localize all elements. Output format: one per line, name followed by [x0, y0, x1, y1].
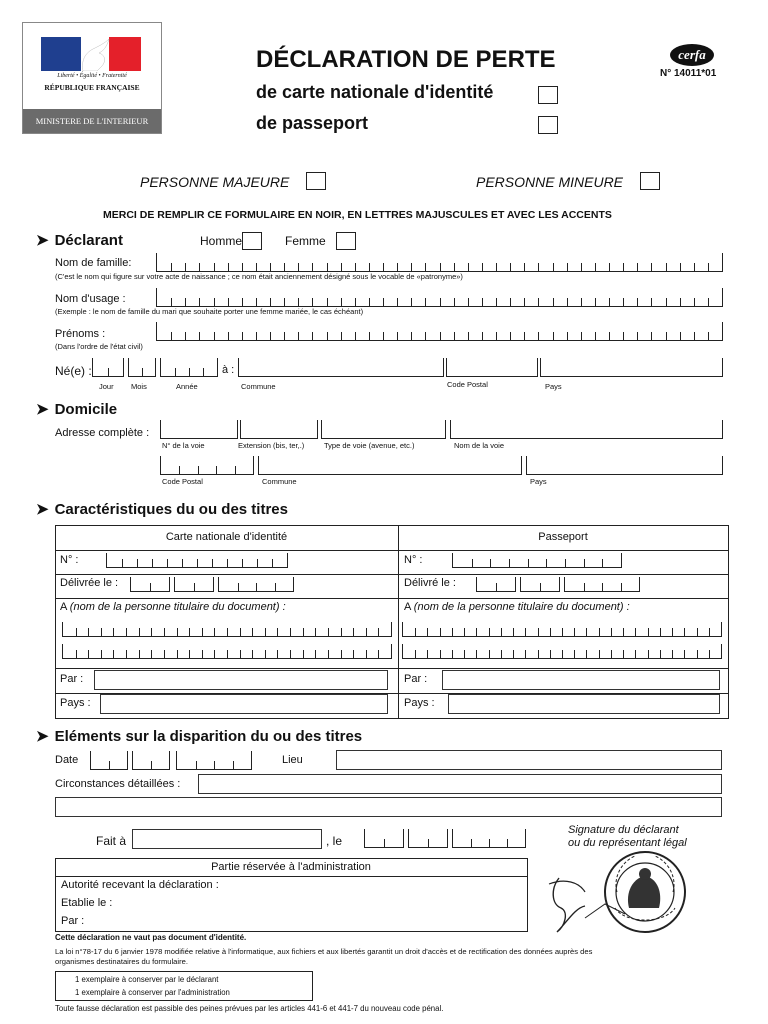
logo-republic: RÉPUBLIQUE FRANÇAISE	[44, 83, 140, 92]
footer-not-id: Cette déclaration ne vaut pas document d'identité.	[55, 933, 247, 942]
homme-label: Homme	[200, 234, 243, 248]
nom-famille-note: (C'est le nom qui figure sur votre acte de naissance ; ce nom était anciennement désigné sous le vocable de «patronyme»)	[55, 272, 463, 281]
cp-label: Code Postal	[447, 380, 488, 389]
lieu-input[interactable]	[336, 750, 722, 770]
cni-holder-line2[interactable]	[62, 644, 392, 659]
cni-par-label: Par :	[60, 673, 84, 685]
dom-commune-label: Commune	[262, 477, 297, 486]
femme-checkbox[interactable]	[336, 232, 356, 250]
pp-number-input[interactable]	[452, 553, 622, 568]
admin-autorite: Autorité recevant la déclaration :	[61, 879, 219, 891]
dom-country-input[interactable]	[526, 456, 723, 475]
cni-delivree-label: Délivrée le :	[60, 577, 119, 589]
col-cni-header: Carte nationale d'identité	[165, 531, 288, 543]
loss-month-input[interactable]	[132, 751, 170, 770]
adresse-label: Adresse complète :	[55, 427, 150, 439]
section-disparition: ➤ Eléments sur la disparition du ou des titres	[36, 728, 363, 745]
nom-famille-input[interactable]	[156, 253, 723, 272]
cerfa-number: N° 14011*01	[660, 68, 717, 79]
pp-par-input[interactable]	[442, 670, 720, 690]
section-domicile: ➤ Domicile	[36, 401, 118, 418]
fait-a-input[interactable]	[132, 829, 322, 849]
birth-year-input[interactable]	[160, 358, 218, 377]
prenoms-note: (Dans l'ordre de l'état civil)	[55, 342, 143, 351]
dom-cp-label: Code Postal	[162, 477, 203, 486]
arrow-icon: ➤	[36, 728, 49, 745]
fait-a-label: Fait à	[96, 834, 127, 848]
femme-label: Femme	[285, 234, 326, 248]
pays-label: Pays	[545, 382, 562, 391]
dom-pays-label: Pays	[530, 477, 547, 486]
section-titres: ➤ Caractéristiques du ou des titres	[36, 501, 288, 518]
sign-month-input[interactable]	[408, 829, 448, 848]
signature-label-2: ou du représentant légal	[568, 837, 687, 849]
cni-a-label: A (nom de la personne titulaire du document) :	[60, 601, 286, 613]
official-stamp-icon	[545, 848, 715, 938]
logo-motto: Liberté • Égalité • Fraternité	[57, 73, 127, 79]
sign-year-input[interactable]	[452, 829, 526, 848]
footer-copy-1: 1 exemplaire à conserver par le déclarant	[75, 975, 219, 984]
instruction: MERCI DE REMPLIR CE FORMULAIRE EN NOIR, EN LETTRES MAJUSCULES ET AVEC LES ACCENTS	[103, 209, 612, 221]
loss-day-input[interactable]	[90, 751, 128, 770]
arrow-icon: ➤	[36, 401, 49, 418]
marianne-flag-icon	[41, 37, 141, 71]
nom-usage-label: Nom d'usage :	[55, 293, 126, 305]
homme-checkbox[interactable]	[242, 232, 262, 250]
arrow-icon: ➤	[36, 501, 49, 518]
signature-label-1: Signature du déclarant	[568, 824, 679, 836]
cni-par-input[interactable]	[94, 670, 388, 690]
pp-day-input[interactable]	[476, 577, 516, 592]
arrow-icon: ➤	[36, 232, 49, 249]
pp-pays-input[interactable]	[448, 694, 720, 714]
footer-law-1: La loi n°78-17 du 6 janvier 1978 modifiée relative à l'informatique, aux fichiers et aux libertés garantit un droit d'accès et de rectification des données auprès des	[55, 947, 593, 956]
extension-input[interactable]	[240, 420, 318, 439]
cni-year-input[interactable]	[218, 577, 294, 592]
nom-famille-label: Nom de famille:	[55, 257, 132, 269]
title-line-id: de carte nationale d'identité	[256, 82, 494, 102]
admin-heading: Partie réservée à l'administration	[211, 861, 371, 873]
loss-year-input[interactable]	[176, 751, 252, 770]
extension-label: Extension (bis, ter,.)	[238, 441, 305, 450]
nom-usage-note: (Exemple : le nom de famille du mari que souhaite porter une femme mariée, le cas échéant)	[55, 307, 364, 316]
mois-label: Mois	[131, 382, 147, 391]
pp-holder-line2[interactable]	[402, 644, 722, 659]
cni-no-label: N° :	[60, 554, 79, 566]
person-minor-label: PERSONNE MINEURE	[476, 174, 624, 190]
pp-year-input[interactable]	[564, 577, 640, 592]
birth-month-input[interactable]	[128, 358, 156, 377]
person-minor-checkbox[interactable]	[640, 172, 660, 190]
a-label: à :	[222, 364, 235, 376]
person-major-label: PERSONNE MAJEURE	[140, 174, 290, 190]
page-title: DÉCLARATION DE PERTE	[256, 46, 556, 73]
prenoms-label: Prénoms :	[55, 328, 106, 340]
dom-commune-input[interactable]	[258, 456, 522, 475]
date-label: Date	[55, 754, 79, 766]
footer-law-2: organismes destinataires du formulaire.	[55, 957, 188, 966]
cni-holder-line1[interactable]	[62, 622, 392, 637]
birth-day-input[interactable]	[92, 358, 124, 377]
nom-voie-label: Nom de la voie	[454, 441, 505, 450]
footer-copy-2: 1 exemplaire à conserver par l'administration	[75, 988, 230, 997]
title-line-passport: de passeport	[256, 113, 369, 133]
pp-par-label: Par :	[404, 673, 428, 685]
cni-pays-label: Pays :	[60, 697, 91, 709]
passport-checkbox[interactable]	[538, 116, 558, 134]
nom-voie-input[interactable]	[450, 420, 723, 439]
circonstances-label: Circonstances détaillées :	[55, 778, 181, 790]
type-voie-input[interactable]	[321, 420, 446, 439]
cni-day-input[interactable]	[130, 577, 170, 592]
republic-logo	[22, 22, 162, 134]
circonstances-input-1[interactable]	[198, 774, 722, 794]
cni-number-input[interactable]	[106, 553, 288, 568]
cni-pays-input[interactable]	[100, 694, 388, 714]
num-voie-input[interactable]	[160, 420, 238, 439]
annee-label: Année	[176, 382, 198, 391]
col-passport-header: Passeport	[538, 531, 588, 543]
cni-month-input[interactable]	[174, 577, 214, 592]
commune-label: Commune	[241, 382, 276, 391]
logo-ministry: MINISTERE DE L'INTERIEUR	[35, 116, 149, 126]
pp-no-label: N° :	[404, 554, 423, 566]
admin-etablie: Etablie le :	[61, 897, 113, 909]
pp-pays-label: Pays :	[404, 697, 435, 709]
pp-a-label: A (nom de la personne titulaire du document) :	[404, 601, 630, 613]
le-label: , le	[326, 834, 343, 848]
footer-penal: Toute fausse déclaration est passible des peines prévues par les articles 441-6 et 441-7 du nouveau code pénal.	[55, 1004, 444, 1013]
birth-cp-input[interactable]	[446, 358, 538, 377]
circonstances-input-2[interactable]	[55, 797, 722, 817]
nom-usage-input[interactable]	[156, 288, 723, 307]
admin-par: Par :	[61, 915, 85, 927]
type-voie-label: Type de voie (avenue, etc.)	[324, 441, 415, 450]
birth-country-input[interactable]	[540, 358, 723, 377]
id-card-checkbox[interactable]	[538, 86, 558, 104]
lieu-label: Lieu	[282, 754, 303, 766]
birth-commune-input[interactable]	[238, 358, 444, 377]
ne-label: Né(e) :	[55, 364, 92, 378]
jour-label: Jour	[99, 382, 114, 391]
pp-holder-line1[interactable]	[402, 622, 722, 637]
sign-day-input[interactable]	[364, 829, 404, 848]
prenoms-input[interactable]	[156, 322, 723, 341]
pp-delivre-label: Délivré le :	[404, 577, 456, 589]
section-declarant: ➤ Déclarant	[36, 232, 123, 249]
cerfa-logo-text: cerfa	[678, 47, 706, 62]
dom-cp-input[interactable]	[160, 456, 254, 475]
person-major-checkbox[interactable]	[306, 172, 326, 190]
num-voie-label: N° de la voie	[162, 441, 205, 450]
pp-month-input[interactable]	[520, 577, 560, 592]
